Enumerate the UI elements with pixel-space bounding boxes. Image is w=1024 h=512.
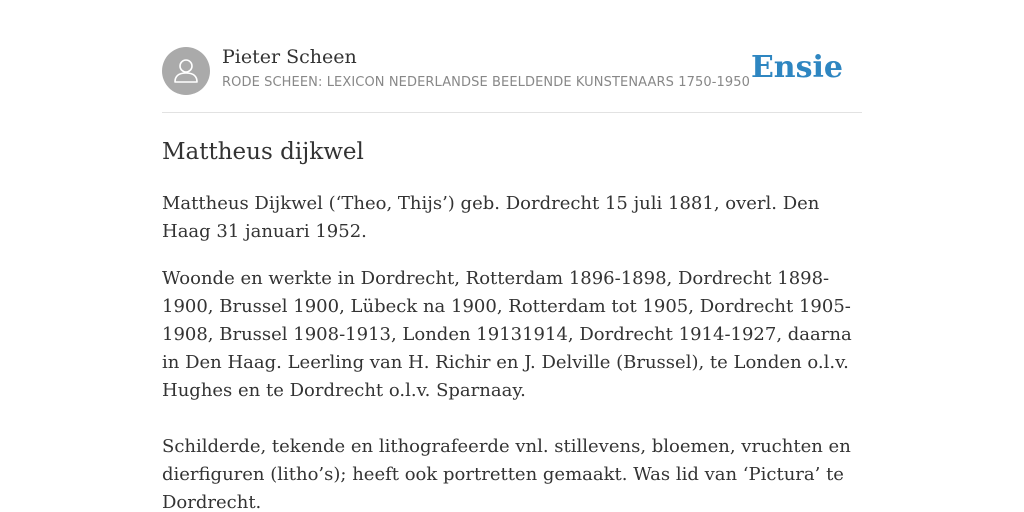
source-label[interactable]: RODE SCHEEN: LEXICON NEDERLANDSE BEELDENDE KUNSTENAARS 1750-1950 xyxy=(222,75,750,90)
user-icon xyxy=(162,47,210,95)
author-header xyxy=(162,0,862,113)
avatar[interactable] xyxy=(162,47,210,95)
page-container xyxy=(162,0,862,512)
article-paragraph: Woonde en werkte in Dordrecht, Rotterdam 1896-1898, Dordrecht 1898-1900, Brussel 1900, Lübeck na 1900, Rotterdam tot 1905, Dordrecht 1905-1908, Brussel 1908-1913, Londen 19131914, Dordrecht 1914-1927, daarna in Den Haag. Leerling van H. Richir en J. Delville (Brussel), te Londen o.l.v. Hughes en te Dordrecht o.l.v. Sparnaay. xyxy=(162,268,852,401)
ensie-logo[interactable]: Ensie xyxy=(750,50,843,85)
article-paragraph: Mattheus Dijkwel (‘Theo, Thijs’) geb. Dordrecht 15 juli 1881, overl. Den Haag 31 januari 1952. xyxy=(162,193,820,242)
article-paragraph: Schilderde, tekende en lithografeerde vnl. stillevens, bloemen, vruchten en dierfiguren (litho’s); heeft ook portretten gemaakt. Was lid van ‘Pictura’ te Dordrecht. xyxy=(162,436,851,512)
author-name[interactable]: Pieter Scheen xyxy=(222,46,357,68)
article-body xyxy=(162,190,862,512)
page-title: Mattheus dijkwel xyxy=(162,139,364,165)
